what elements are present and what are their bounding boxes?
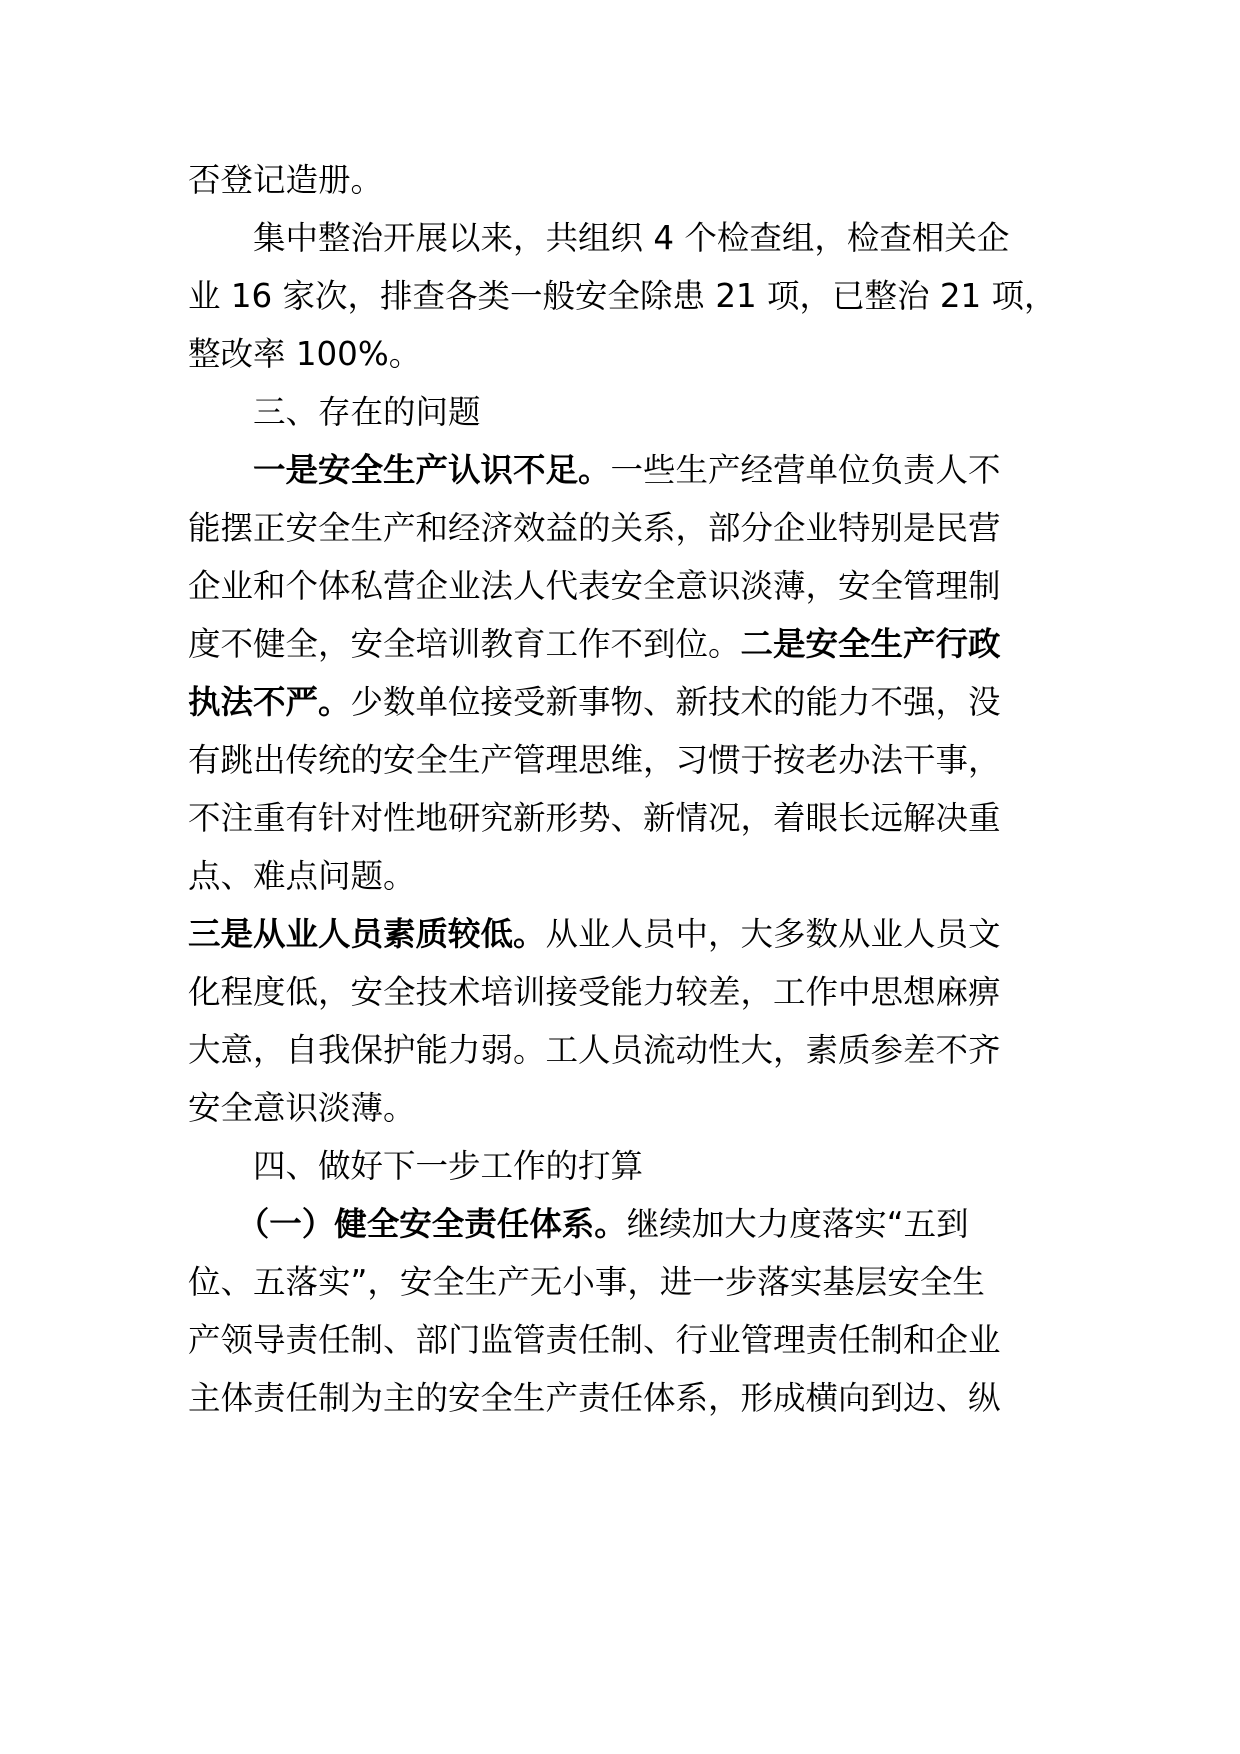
text-segment: 能摆正安全生产和经济效益的关系，部分企业特别是民营	[188, 509, 1001, 547]
text-line	[188, 334, 421, 374]
text-line	[188, 392, 481, 432]
text-line	[188, 1088, 416, 1128]
bold-text-segment: 一是安全生产认识不足。	[188, 451, 611, 489]
text-line	[188, 1204, 969, 1244]
text-line	[188, 1320, 1001, 1360]
text-segment: 点、难点问题。	[188, 857, 416, 895]
bold-text-segment: （一）健全安全责任体系。	[188, 1205, 627, 1243]
text-segment: 整改率 100%。	[188, 335, 422, 373]
text-segment: 化程度低，安全技术培训接受能力较差，工作中思想麻痹	[188, 973, 1001, 1011]
text-segment: 不注重有针对性地研究新形势、新情况，着眼长远解决重	[188, 799, 1001, 837]
text-segment: 继续加大力度落实“五到	[626, 1205, 969, 1243]
text-line	[188, 450, 1001, 490]
text-line	[188, 276, 1057, 316]
text-line	[188, 798, 1001, 838]
text-segment: 四、做好下一步工作的打算	[188, 1147, 644, 1185]
text-segment: 主体责任制为主的安全生产责任体系，形成横向到边、纵	[188, 1379, 1001, 1417]
text-line	[188, 1030, 1001, 1070]
text-line	[188, 624, 1001, 664]
text-line	[188, 566, 1001, 606]
text-line	[188, 508, 1001, 548]
text-segment: 位、五落实”，安全生产无小事，进一步落实基层安全生	[188, 1263, 985, 1301]
text-segment: 一些生产经营单位负责人不	[610, 451, 1001, 489]
text-line	[188, 1262, 985, 1302]
text-line	[188, 160, 383, 200]
text-segment: 业 16 家次，排查各类一般安全除患 21 项，已整治 21 项，	[188, 277, 1057, 315]
text-segment: 度不健全，安全培训教育工作不到位。	[188, 625, 741, 663]
text-line	[188, 682, 1001, 722]
text-segment: 少数单位接受新事物、新技术的能力不强，没	[350, 683, 1001, 721]
text-segment: 产领导责任制、部门监管责任制、行业管理责任制和企业	[188, 1321, 1001, 1359]
text-segment: 否登记造册。	[188, 161, 384, 199]
text-segment: 大意，自我保护能力弱。工人员流动性大，素质参差不齐	[188, 1031, 1001, 1069]
text-line	[188, 914, 1001, 954]
text-line	[188, 972, 1001, 1012]
text-line	[188, 1378, 1001, 1418]
bold-text-segment: 三是从业人员素质较低。	[188, 915, 546, 953]
text-line	[188, 218, 1009, 258]
text-line	[188, 1146, 643, 1186]
text-segment: 企业和个体私营企业法人代表安全意识淡薄，安全管理制	[188, 567, 1001, 605]
bold-text-segment: 二是安全生产行政	[740, 625, 1001, 663]
text-segment: 集中整治开展以来，共组织 4 个检查组，检查相关企	[188, 219, 1010, 257]
text-segment: 安全意识淡薄。	[188, 1089, 416, 1127]
bold-text-segment: 执法不严。	[188, 683, 351, 721]
text-line	[188, 740, 1001, 780]
text-segment: 有跳出传统的安全生产管理思维，习惯于按老办法干事，	[188, 741, 1001, 779]
text-segment: 三、存在的问题	[188, 393, 481, 431]
text-line	[188, 856, 416, 896]
text-segment: 从业人员中，大多数从业人员文	[545, 915, 1001, 953]
